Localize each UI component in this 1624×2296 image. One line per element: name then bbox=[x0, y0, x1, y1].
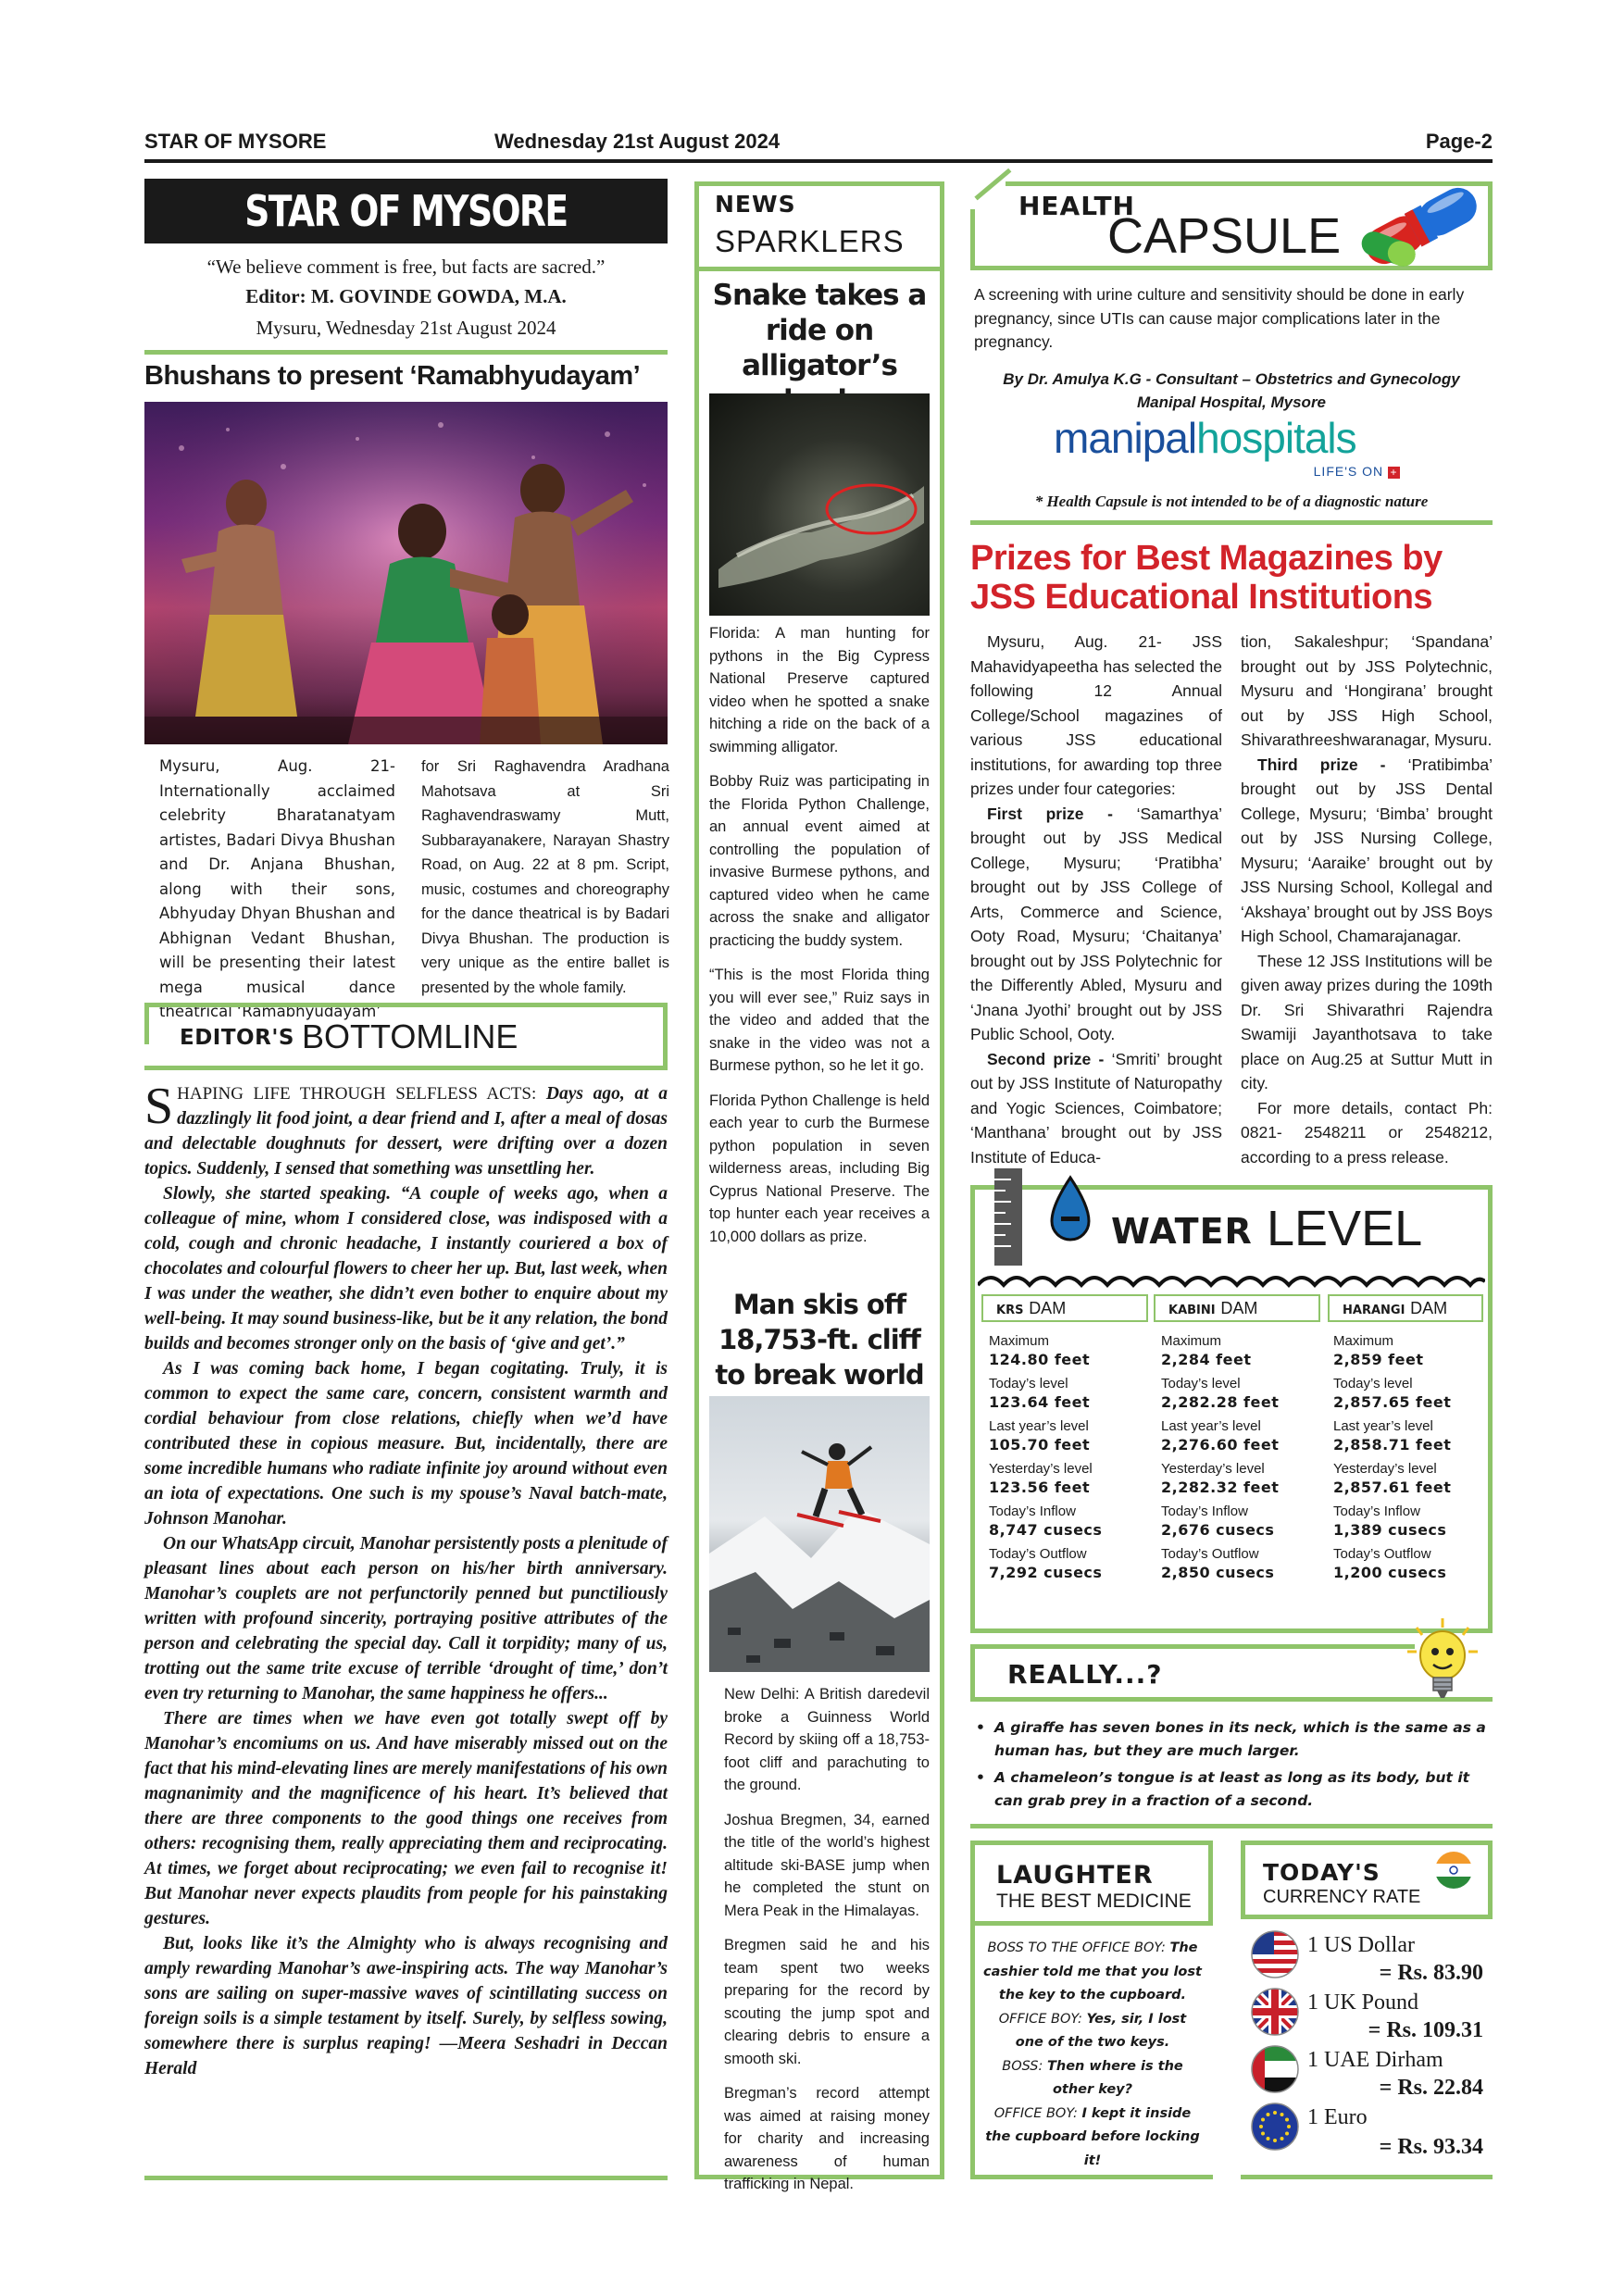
water-level-heading-light: LEVEL bbox=[1267, 1201, 1423, 1256]
ski-para-4: Bregman’s record attempt was aimed at raising money for charity and increasing awareness of human trafficking in Nepal. bbox=[724, 2085, 930, 2192]
health-capsule-heading-light: CAPSULE bbox=[1107, 208, 1342, 264]
water-frame-left bbox=[970, 1185, 975, 1633]
ski-para-3: Bregmen said he and his team spent two weeks preparing for the record by scouting the jump spot and clearing debris to ensure a smooth ski. bbox=[724, 1937, 930, 2067]
snake-headline: Snake takes a ride on alligator’s bbox=[712, 279, 927, 382]
dam-reading-label: Yesterday’s level bbox=[1333, 1461, 1437, 1477]
health-disclaimer: * Health Capsule is not intended to be of a diagnostic nature bbox=[1034, 493, 1429, 510]
dam-kabini-suffix: DAM bbox=[1220, 1299, 1258, 1317]
dropcap: S bbox=[144, 1078, 174, 1135]
prizes-col1-para-3-text: ‘Smriti’ brought out by JSS Institute of Naturopathy and Yogic Sciences, Coimbatore; ‘Manthana’ brought out by JSS Institute of Educa- bbox=[970, 1049, 1222, 1167]
dam-reading-value: 7,292 cusecs bbox=[989, 1564, 1103, 1581]
really-item-1 bbox=[974, 1716, 1493, 1763]
ski-photo bbox=[709, 1396, 930, 1672]
news-sparklers-heading-light: SPARKLERS bbox=[715, 224, 905, 258]
laughter-frame-top bbox=[970, 1841, 1213, 1845]
masthead-logo bbox=[144, 179, 668, 243]
laughter-frame-mid bbox=[970, 1921, 1213, 1926]
currency-eur-name: 1 Euro bbox=[1307, 2105, 1368, 2129]
snake-para-3: “This is the most Florida thing you will ever see,” Ruiz says in the video and added that the snake in the video was not a Burmese python, so he let it go. bbox=[709, 967, 930, 1074]
dam-kabini-label bbox=[1154, 1294, 1320, 1322]
dam-reading-label: Today’s Inflow bbox=[989, 1504, 1076, 1519]
editors-bottomline-para-5: There are times when we have even got totally swept off by Manohar’s encomiums on us. And have miserably missed out on the fact that his mind-elevating lines are merely manifestations of his own magnanimity and the magnificence of his heart. It’s believed that there are three components to the good things one receives from others: recognising them, really appreciating them and reciprocating. At times, we forget about reciprocating; we even fail to recognise it! But Manohar never expects plaudits from people for his painstaking gestures. bbox=[144, 1709, 668, 1928]
dam-reading-label: Today’s Inflow bbox=[1333, 1504, 1420, 1519]
prizes-col1-para-3 bbox=[970, 1047, 1222, 1170]
really-frame-top bbox=[970, 1644, 1415, 1649]
prizes-col2-para-4 bbox=[1241, 1096, 1493, 1170]
prizes-col1-para-2 bbox=[970, 802, 1222, 1047]
water-waves-icon bbox=[978, 1267, 1485, 1291]
manipal-logo-tag bbox=[1314, 464, 1400, 479]
joke-speaker-3: BOSS: bbox=[1002, 2058, 1043, 2074]
currency-aed-value: = Rs. 22.84 bbox=[1379, 2076, 1483, 2100]
dam-reading bbox=[1333, 1418, 1486, 1455]
dance-photo-illustration bbox=[144, 402, 668, 744]
dam-krs bbox=[981, 1294, 1148, 1322]
joke-text-4: I kept it inside the cupboard before locking it! bbox=[985, 2105, 1200, 2168]
manipal-logo-b: hospitals bbox=[1196, 414, 1356, 462]
masthead-divider bbox=[144, 350, 668, 355]
news-sparklers-heading-bold: NEWS bbox=[715, 191, 796, 218]
dam-reading-label: Maximum bbox=[989, 1333, 1050, 1349]
joke-speaker-2: OFFICE BOY: bbox=[998, 2011, 1082, 2027]
joke-speaker-1: BOSS TO THE OFFICE BOY: bbox=[987, 1940, 1166, 1955]
editors-bottomline-para-6: But, looks like it’s the Almighty who is always recognising and amply rewarding Manohar’s awe-inspiring acts. The way Manohar’s sons are sailing on super-massive waves of scintillating success on foreign soils is a simple testament by itself. Surely, by selfless sowing, somewhere there is surplus reaping! —Meera Seshadri in Deccan Herald bbox=[144, 1934, 668, 2078]
currency-usd-name: 1 US Dollar bbox=[1307, 1933, 1415, 1957]
dam-reading-value: 2,282.28 feet bbox=[1161, 1393, 1280, 1411]
dam-kabini bbox=[1154, 1294, 1320, 1322]
dam-reading-value: 2,858.71 feet bbox=[1333, 1436, 1452, 1454]
dam-harangi-tag: HARANGI bbox=[1343, 1304, 1405, 1317]
dam-reading bbox=[1161, 1546, 1323, 1583]
dance-body-col2: for Sri Raghavendra Aradhana Mahotsava at Sri Raghavendraswamy Mutt, Subbarayanakere, Narayan Shastry Road, on Aug. 22 at 8 pm. Script, music, costumes and choreography for the dance theatrical is by Badari Divya Bhushan. The production is very unique as the entire ballet is presented by the whole family. bbox=[421, 758, 669, 996]
dam-reading bbox=[1333, 1546, 1486, 1583]
joke-text-1: The cashier told me that you lost the key to the cupboard. bbox=[983, 1940, 1202, 2003]
dam-reading-value: 105.70 feet bbox=[989, 1436, 1091, 1454]
dam-reading-value: 2,276.60 feet bbox=[1161, 1436, 1280, 1454]
masthead-dateline: Mysuru, Wednesday 21st August 2024 bbox=[256, 317, 556, 339]
currency-frame-left bbox=[1241, 1841, 1245, 1918]
laughter-heading-light: THE BEST MEDICINE bbox=[996, 1890, 1192, 1912]
snake-story-body bbox=[709, 622, 930, 1260]
dam-kabini-tag: KABINI bbox=[1168, 1304, 1216, 1317]
dance-body-col1: Mysuru, Aug. 21- Internationally acclaimed celebrity Bharatanatyam artistes, Badari Divya Bhushan and Dr. Anjana Bhushan, along with their sons, Abhyuday Dhyan Bhushan and Abhignan Vedant Bhushan, will be presenting their latest mega musical dance theatrical ‘Ramabhyudayam’ bbox=[159, 757, 395, 1020]
currency-aed-name: 1 UAE Dirham bbox=[1307, 2048, 1443, 2072]
dam-reading-label: Today’s level bbox=[989, 1376, 1068, 1391]
currency-box bbox=[1241, 1841, 1493, 2179]
dam-reading-label: Last year’s level bbox=[1161, 1418, 1261, 1434]
manipal-logo-tag-text: LIFE'S ON bbox=[1313, 464, 1384, 479]
dam-krs-suffix: DAM bbox=[1029, 1299, 1067, 1317]
health-byline-1: By Dr. Amulya K.G - Consultant – Obstetrics and Gynecology bbox=[1003, 370, 1460, 388]
manipal-logo bbox=[1054, 413, 1424, 487]
editors-bottomline-bottom-rule bbox=[144, 2176, 668, 2180]
dam-krs-tag: KRS bbox=[996, 1304, 1024, 1317]
really-heading: REALLY...? bbox=[1007, 1659, 1163, 1690]
masthead-motto: “We believe comment is free, but facts are sacred.” bbox=[206, 256, 606, 278]
laughter-box bbox=[970, 1841, 1213, 2179]
dam-reading bbox=[989, 1504, 1151, 1541]
currency-frame-mid bbox=[1241, 1915, 1493, 1919]
dam-reading-label: Yesterday’s level bbox=[1161, 1461, 1265, 1477]
currency-frame-top bbox=[1241, 1841, 1493, 1845]
dam-reading-value: 2,857.65 feet bbox=[1333, 1393, 1452, 1411]
ski-photo-illustration bbox=[709, 1396, 930, 1672]
editors-bottomline-para-2: Slowly, she started speaking. “A couple of weeks ago, when a colleague of mine, whom I considered close, was indisposed with a cold, cough and chronic headache, I instantly couriered a box of chocolates and colourful flowers to cheer her up. But, last week, when I was under the weather, she didn’t even bother to enquire about my well-being. It may sound business-like, but be it any relation, the bond builds and becomes stronger only on the basis of ‘give and get’.” bbox=[144, 1184, 668, 1354]
dam-kabini-readings bbox=[1161, 1333, 1323, 1589]
snake-para-2: Bobby Ruiz was participating in the Florida Python Challenge, an annual event aimed at controlling the population of invasive Burmese pythons, and captured video when he came across the snake and alligator practicing the buddy system. bbox=[709, 773, 930, 949]
uk-flag-icon bbox=[1250, 1987, 1300, 2037]
ski-para-2: Joshua Bregmen, 34, earned the title of the world’s highest altitude ski-BASE jump when he completed the stunt on Mera Peak in the Himalayas. bbox=[724, 1811, 930, 1919]
editors-bottomline-heading-bold: EDITOR'S bbox=[180, 1026, 294, 1050]
dance-headline: Bhushans to present ‘Ramabhyudayam’ bbox=[144, 361, 641, 391]
editors-bottomline-para-4: On our WhatsApp circuit, Manohar persistently posts a plenitude of pleasant lines about each person on his/her birth anniversary. Manohar’s couplets are not perfunctorily penned but punctiliously written with profound sincerity, portraying positive attributes of the person and celebrating the special day. Call it torpidity; many of us, trotting out the same trite excuse of terrible ‘drought of time,’ don’t even try returning to Manohar, the same happiness he offers... bbox=[144, 1534, 668, 1703]
dam-reading-label: Today’s Inflow bbox=[1161, 1504, 1248, 1519]
dam-reading-value: 2,850 cusecs bbox=[1161, 1564, 1275, 1581]
dam-reading-label: Last year’s level bbox=[1333, 1418, 1433, 1434]
editors-bottomline-frame-left bbox=[144, 1007, 149, 1044]
manipal-logo-a: manipal bbox=[1054, 414, 1197, 462]
dam-krs-readings bbox=[989, 1333, 1151, 1589]
india-flag-icon bbox=[1433, 1850, 1474, 1890]
dam-reading-label: Today’s Outflow bbox=[1161, 1546, 1259, 1562]
editors-bottomline-para-1 bbox=[144, 1078, 668, 1181]
prizes-col1-para-1 bbox=[970, 630, 1222, 802]
dam-reading-label: Maximum bbox=[1333, 1333, 1394, 1349]
prizes-col2-para-4-text: For more details, contact Ph: 0821- 2548211 or 2548212, according to a press release. bbox=[1241, 1098, 1493, 1167]
dam-reading bbox=[989, 1333, 1151, 1370]
prizes-col1-para-3-lead: Second prize - bbox=[987, 1049, 1105, 1068]
dam-reading-label: Today’s Outflow bbox=[989, 1546, 1087, 1562]
masthead-logo-text: STAR OF MYSORE bbox=[244, 186, 568, 236]
prizes-col1-para-2-lead: First prize - bbox=[987, 804, 1113, 823]
header-page-number: Page-2 bbox=[1425, 130, 1493, 153]
snake-para-4: Florida Python Challenge is held each year to curb the Burmese python population in seven wilderness areas, including Big Cyprus National Preserve. The top hunter each year receives a 10,000 dollars as prize. bbox=[709, 1092, 930, 1245]
prizes-col2-para-1-text: tion, Sakaleshpur; ‘Spandana’ brought out by JSS Polytechnic, Mysuru and ‘Hongirana’ brought out by JSS High School, Shivarathreeshwaranagar, Mysuru. bbox=[1241, 632, 1493, 749]
currency-gbp-name: 1 UK Pound bbox=[1307, 1990, 1419, 2015]
dam-reading bbox=[1161, 1418, 1323, 1455]
dam-reading-label: Maximum bbox=[1161, 1333, 1222, 1349]
really-frame-left bbox=[970, 1644, 975, 1702]
dam-harangi bbox=[1328, 1294, 1483, 1322]
laughter-frame-left bbox=[970, 1841, 975, 2179]
dam-reading-value: 1,389 cusecs bbox=[1333, 1521, 1447, 1539]
header-date: Wednesday 21st August 2024 bbox=[494, 130, 781, 153]
really-item-2-text: A chameleon’s tongue is at least as long as its body, but it can grab prey in a fraction of a second. bbox=[994, 1769, 1470, 1809]
plus-icon: + bbox=[1388, 467, 1400, 479]
snake-photo-illustration bbox=[709, 393, 930, 616]
really-list bbox=[974, 1716, 1493, 1813]
currency-frame-bottom bbox=[1241, 2175, 1493, 2179]
masthead-editor: Editor: M. GOVINDE GOWDA, M.A. bbox=[245, 285, 567, 307]
currency-eur-value: = Rs. 93.34 bbox=[1379, 2135, 1483, 2159]
health-frame-left bbox=[970, 209, 975, 269]
prizes-col2-para-1 bbox=[1241, 630, 1493, 753]
prizes-col2-para-2-text: ‘Pratibimba’ brought out by JSS Dental College, Mysuru; ‘Bimba’ brought out by JSS Nursing College, Mysuru; ‘Aaraike’ brought out by JSS Nursing School, Kollegal and ‘Akshaya’ brought out by JSS Boys High School, Chamarajanagar. bbox=[1241, 755, 1493, 945]
uae-flag-icon bbox=[1250, 2044, 1300, 2094]
laughter-frame-right bbox=[1208, 1841, 1213, 1926]
dam-reading-value: 2,676 cusecs bbox=[1161, 1521, 1275, 1539]
dam-reading bbox=[1161, 1333, 1323, 1370]
prizes-col-2 bbox=[1241, 630, 1493, 1169]
eu-flag-icon bbox=[1250, 2102, 1300, 2152]
water-level-box bbox=[970, 1185, 1493, 1633]
dam-harangi-suffix: DAM bbox=[1410, 1299, 1448, 1317]
dam-reading-value: 123.56 feet bbox=[989, 1479, 1091, 1496]
editors-bottomline-para-3: As I was coming back home, I began cogitating. Truly, it is common to expect the same care, concern, consistent warmth and cordial behaviour from close relations, chiefly when we’d have contributed these in copious measure. But, incidentally, there are some incredible humans who radiate infinite joy around without even an iota of expectations. One such is my spouse’s Naval batch-mate, Johnson Manohar. bbox=[144, 1359, 668, 1529]
dam-reading-label: Last year’s level bbox=[989, 1418, 1089, 1434]
ski-story-body bbox=[724, 1683, 930, 2208]
header-paper-name: STAR OF MYSORE bbox=[144, 130, 327, 153]
dam-reading-value: 1,200 cusecs bbox=[1333, 1564, 1447, 1581]
joke-text-2: Yes, sir, I lost one of the two keys. bbox=[1015, 2011, 1187, 2050]
dam-reading-value: 2,857.61 feet bbox=[1333, 1479, 1452, 1496]
dam-reading bbox=[1161, 1376, 1323, 1413]
joke-line-3 bbox=[983, 2055, 1202, 2103]
dam-reading-value: 124.80 feet bbox=[989, 1351, 1091, 1368]
laughter-heading-bold: LAUGHTER bbox=[996, 1861, 1154, 1890]
dance-photo bbox=[144, 402, 668, 744]
dam-reading bbox=[1333, 1376, 1486, 1413]
really-bottom-rule bbox=[970, 1824, 1493, 1828]
bullet-icon: • bbox=[976, 1769, 985, 1786]
dam-reading bbox=[989, 1418, 1151, 1455]
snake-para-1: Florida: A man hunting for pythons in the Big Cypress National Preserve captured video when he spotted a snake hitching a ride on the back of a swimming alligator. bbox=[709, 625, 930, 755]
prizes-col2-para-2-lead: Third prize - bbox=[1257, 755, 1386, 774]
dam-reading-label: Today’s level bbox=[1161, 1376, 1241, 1391]
dam-reading bbox=[1161, 1504, 1323, 1541]
lead-caps: HAPING LIFE THROUGH SELFLESS ACTS: bbox=[177, 1084, 537, 1104]
water-level-heading-bold: WATER bbox=[1111, 1211, 1253, 1252]
dam-krs-label bbox=[981, 1294, 1148, 1322]
dam-reading bbox=[1161, 1461, 1323, 1498]
joke-text-3: Then where is the other key? bbox=[1047, 2058, 1183, 2097]
prizes-headline: Prizes for Best Magazines by JSS Educational Institutions bbox=[970, 539, 1443, 617]
dam-reading-value: 2,282.32 feet bbox=[1161, 1479, 1280, 1496]
dam-reading-label: Yesterday’s level bbox=[989, 1461, 1093, 1477]
editors-bottomline-heading-light: BOTTOMLINE bbox=[302, 1017, 518, 1055]
health-byline-2: Manipal Hospital, Mysore bbox=[1136, 393, 1327, 411]
really-header bbox=[970, 1644, 1493, 1702]
laughter-frame-bottom bbox=[970, 2175, 1213, 2179]
joke-speaker-4: OFFICE BOY: bbox=[993, 2105, 1078, 2121]
page-header bbox=[144, 130, 1493, 163]
prizes-col1-para-2-text: ‘Samarthya’ brought out by JSS Medical College, Mysuru; ‘Pratibha’ brought out by JSS College of Arts, Commerce and Science, Ooty Road, Mysuru; ‘Chaitanya’ brought out by JSS Polytechnic for the Differently Abled, Mysuru and ‘Jnana Jyothi’ brought out by JSS Public School, Ooty. bbox=[970, 804, 1222, 1043]
bullet-icon: • bbox=[976, 1719, 985, 1736]
ski-para-1: New Delhi: A British daredevil broke a Guinness World Record by skiing off a 18,753-foot cliff and parachuting to the ground. bbox=[724, 1686, 930, 1793]
dam-reading bbox=[1333, 1461, 1486, 1498]
really-item-1-text: A giraffe has seven bones in its neck, which is the same as a human has, but they are much larger. bbox=[994, 1719, 1486, 1759]
laughter-joke bbox=[983, 1937, 1202, 2173]
editors-bottomline-frame-right bbox=[663, 1007, 668, 1070]
news-sparklers-header-rule bbox=[694, 267, 944, 271]
health-capsule-text: A screening with urine culture and sensitivity should be done in early pregnancy, since UTIs can cause major complications later in the pregnancy. bbox=[974, 285, 1465, 351]
us-flag-icon bbox=[1250, 1929, 1300, 1979]
dam-reading-value: 8,747 cusecs bbox=[989, 1521, 1103, 1539]
prizes-col2-para-3-text: These 12 JSS Institutions will be given away prizes during the 109th Dr. Sri Shivarathri Rajendra Swamiji Jayanthotsava to take place on Aug.25 at Suttur Mutt in city. bbox=[1241, 951, 1493, 1092]
header-rule bbox=[144, 159, 1493, 163]
health-capsule-header bbox=[970, 181, 1493, 270]
currency-heading-light: CURRENCY RATE bbox=[1263, 1887, 1421, 1907]
currency-gbp-value: = Rs. 109.31 bbox=[1368, 2018, 1483, 2042]
dam-reading-value: 2,859 feet bbox=[1333, 1351, 1424, 1368]
lightbulb-icon bbox=[1404, 1616, 1481, 1705]
health-capsule-heading-bold: HEALTH bbox=[1018, 191, 1135, 221]
ski-headline: Man skis off 18,753-ft. cliff to break world bbox=[715, 1289, 924, 1391]
snake-photo bbox=[709, 393, 930, 616]
prizes-col2-para-3 bbox=[1241, 949, 1493, 1096]
editors-bottomline-header bbox=[144, 1003, 668, 1070]
currency-frame-right bbox=[1488, 1841, 1493, 1918]
currency-usd-value: = Rs. 83.90 bbox=[1379, 1961, 1483, 1985]
dam-reading bbox=[989, 1461, 1151, 1498]
editors-bottomline-body bbox=[144, 1078, 668, 2081]
joke-line-2 bbox=[983, 2008, 1202, 2055]
dam-reading bbox=[1333, 1333, 1486, 1370]
joke-line-1 bbox=[983, 1937, 1202, 2008]
dam-reading-label: Today’s Outflow bbox=[1333, 1546, 1431, 1562]
dam-harangi-readings bbox=[1333, 1333, 1486, 1589]
really-item-2 bbox=[974, 1766, 1493, 1813]
dam-reading-label: Today’s level bbox=[1333, 1376, 1413, 1391]
dam-reading bbox=[989, 1546, 1151, 1583]
joke-line-4 bbox=[983, 2103, 1202, 2174]
prizes-col-1 bbox=[970, 630, 1222, 1169]
currency-heading-bold: TODAY'S bbox=[1263, 1859, 1380, 1886]
dam-reading-value: 123.64 feet bbox=[989, 1393, 1091, 1411]
prizes-col1-para-1-text: Mysuru, Aug. 21- JSS Mahavidyapeetha has selected the following 12 Annual College/School magazines of various JSS educational institutions, for awarding top three prizes under four categories: bbox=[970, 632, 1222, 798]
editors-bottomline-para-1-text: Days ago, at a dazzlingly lit food joint, a dear friend and I, after a meal of dosas and delectable doughnuts for dessert, were drifting over a dozen topics. Suddenly, I sensed that something was unsettling her. bbox=[144, 1084, 668, 1179]
water-frame-right bbox=[1488, 1185, 1493, 1633]
dam-reading bbox=[989, 1376, 1151, 1413]
health-bottom-rule bbox=[970, 520, 1493, 525]
capsule-pill-icon bbox=[1352, 183, 1491, 268]
dam-reading bbox=[1333, 1504, 1486, 1541]
dam-reading-value: 2,284 feet bbox=[1161, 1351, 1252, 1368]
prizes-col2-para-2 bbox=[1241, 753, 1493, 949]
dam-harangi-label bbox=[1328, 1294, 1483, 1322]
